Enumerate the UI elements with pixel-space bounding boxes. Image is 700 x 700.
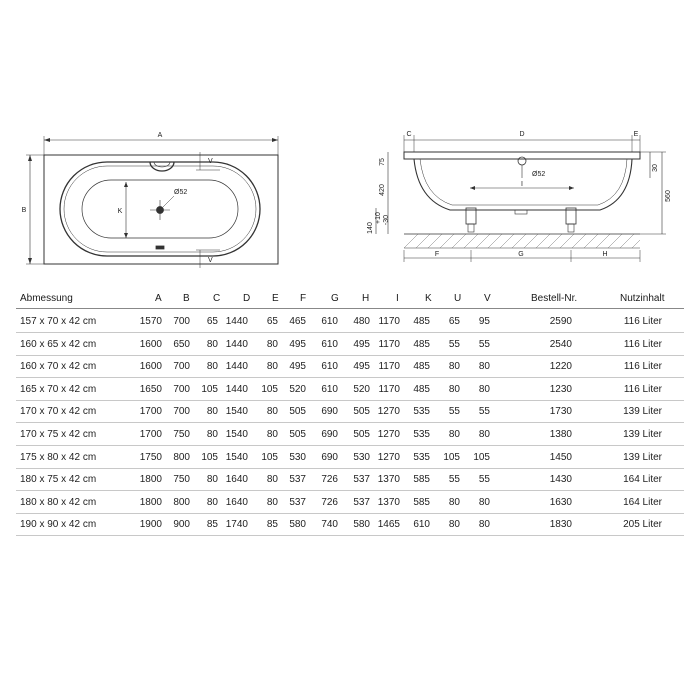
table-cell: 1740 [225,519,248,531]
table-header-b: B [183,293,190,304]
table-cell: 85 [206,519,218,531]
table-cell: 80 [478,429,490,440]
table-cell: 700 [173,316,190,327]
table-cell: 650 [173,338,190,350]
table-cell: 55 [448,338,460,350]
table-cell: 610 [413,519,430,531]
table-cell: 2540 [549,338,572,350]
table-cell: 700 [173,361,190,373]
table-cell: 80 [206,406,218,418]
table-cell: 1700 [139,429,162,440]
row-label: 157 x 70 x 42 cm [20,316,97,327]
table-cell: 1170 [378,316,400,327]
table-cell: 1640 [225,474,248,486]
table-row-divider [16,535,684,536]
table-cell: 495 [353,338,370,350]
table-cell: 116 Liter [623,383,662,395]
table-cell: 205 Liter [623,519,662,531]
table-cell: 1440 [225,361,248,373]
table-cell: 80 [266,474,278,486]
table-cell: 80 [206,361,218,373]
table-row-divider [16,468,684,469]
table-cell: 80 [448,429,460,440]
table-cell: 610 [321,316,338,327]
table-row-divider [16,332,684,333]
table-cell: 65 [448,316,460,327]
table-header-g: G [331,293,339,304]
table-cell: 80 [478,361,490,373]
table-cell: 1640 [225,496,248,508]
row-label: 160 x 65 x 42 cm [20,338,97,350]
dim-label-B: B [21,207,27,214]
table-cell: 537 [353,474,370,486]
table-cell: 800 [173,451,190,463]
table-cell: 750 [173,474,190,486]
table-cell: 1370 [377,496,400,508]
table-cell: 1570 [139,316,162,327]
dim-label-420: 420 [379,184,386,196]
table-header-a: A [155,293,162,304]
table-cell: 520 [353,383,370,395]
table-cell: 1450 [549,451,572,463]
dim-label-K: K [117,208,123,215]
table-cell: 537 [353,496,370,508]
table-cell: 105 [261,383,278,395]
row-label: 175 x 80 x 42 cm [20,451,97,463]
table-cell: 80 [206,338,218,350]
table-header-d: D [243,293,251,304]
table-cell: 105 [201,383,218,395]
row-label: 180 x 80 x 42 cm [20,496,97,508]
table-cell: 80 [266,496,278,508]
table-cell: 1440 [225,383,248,395]
table-cell: 1380 [549,429,572,440]
table-cell: 495 [289,361,306,373]
table-cell: 139 Liter [623,406,662,418]
table-header-abmessung: Abmessung [20,293,73,304]
table-cell: 1270 [377,429,400,440]
table-header-h: H [362,293,370,304]
dim-label-F: F [434,251,440,258]
dim-label-D: D [519,131,525,138]
table-cell: 80 [206,429,218,440]
table-cell: 95 [478,316,490,327]
table-cell: 690 [321,406,338,418]
dim-label-V-top: V [208,158,213,165]
table-cell: 1440 [225,338,248,350]
table-cell: 1170 [378,338,400,350]
table-cell: 55 [448,474,460,486]
table-cell: 65 [266,316,278,327]
table-cell: 700 [173,383,190,395]
table-cell: 80 [448,383,460,395]
table-row-divider [16,513,684,514]
table-cell: 1270 [377,406,400,418]
table-cell: 1800 [139,496,162,508]
row-label: 170 x 70 x 42 cm [20,406,97,418]
table-cell: 80 [266,429,278,440]
table-header-c: C [213,293,221,304]
table-cell: 1540 [225,451,248,463]
table-cell: 1540 [225,406,248,418]
table-cell: 80 [478,519,490,531]
table-cell: 1830 [549,519,572,531]
table-cell: 80 [448,519,460,531]
table-cell: 65 [206,316,218,327]
table-cell: 1600 [139,361,162,373]
table-cell: 164 Liter [623,496,662,508]
table-cell: 1650 [139,383,162,395]
table-cell: 740 [321,519,338,531]
table-cell: 900 [173,519,190,531]
table-cell: 610 [321,338,338,350]
table-cell: 537 [289,474,306,486]
row-label: 170 x 75 x 42 cm [20,429,97,440]
table-cell: 530 [353,451,370,463]
table-header-e: E [272,293,279,304]
table-row-divider [16,400,684,401]
table-cell: 80 [478,383,490,395]
dim-label-30: 30 [652,164,659,172]
table-cell: 1800 [139,474,162,486]
table-cell: 1230 [549,383,572,395]
table-cell: 80 [448,496,460,508]
table-cell: 116 Liter [623,361,662,373]
table-cell: 535 [413,429,430,440]
table-cell: 1430 [549,474,572,486]
row-label: 165 x 70 x 42 cm [20,383,97,395]
dim-label-G: G [518,251,524,258]
drain-label-plan: Ø52 [174,189,188,196]
table-cell: 1440 [225,316,248,327]
row-label: 190 x 90 x 42 cm [20,519,97,531]
table-cell: 116 Liter [623,338,662,350]
table-cell: 139 Liter [623,451,662,463]
table-cell: 80 [266,406,278,418]
table-cell: 535 [413,451,430,463]
table-cell: 495 [353,361,370,373]
dim-label-140: 140 [367,222,374,234]
table-cell: 495 [289,338,306,350]
dim-label-plus10: +10 [375,212,382,224]
table-cell: 750 [173,429,190,440]
table-cell: 1600 [139,338,162,350]
dim-label-A: A [157,132,163,139]
table-cell: 690 [321,429,338,440]
dim-label-minus30: -30 [383,214,390,226]
table-cell: 610 [321,361,338,373]
table-cell: 610 [321,383,338,395]
table-cell: 505 [289,406,306,418]
table-cell: 116 Liter [623,316,662,327]
table-cell: 1900 [139,519,162,531]
dim-label-C: C [406,131,412,138]
table-cell: 485 [413,316,430,327]
table-header-k: K [425,293,432,304]
table-cell: 1700 [139,406,162,418]
table-header-u: U [454,293,462,304]
table-cell: 1730 [549,406,572,418]
table-cell: 1750 [139,451,162,463]
table-header-nutzinhalt: Nutzinhalt [620,293,665,304]
table-cell: 80 [206,496,218,508]
table-cell: 726 [321,496,338,508]
table-cell: 580 [289,519,306,531]
dim-label-560: 560 [665,190,672,202]
table-cell: 465 [289,316,306,327]
table-cell: 164 Liter [623,474,662,486]
table-header-i: I [396,293,399,304]
table-header-v: V [484,293,491,304]
table-cell: 1220 [549,361,572,373]
table-row-divider [16,355,684,356]
table-cell: 690 [321,451,338,463]
table-cell: 1170 [378,383,400,395]
table-cell: 85 [266,519,278,531]
table-row-divider [16,422,684,423]
table-header-rule [16,308,684,309]
table-cell: 80 [478,496,490,508]
table-cell: 485 [413,383,430,395]
table-cell: 2590 [549,316,572,327]
table-row-divider [16,377,684,378]
table-cell: 55 [478,406,490,418]
table-cell: 726 [321,474,338,486]
dim-label-V-bottom: V [208,257,213,264]
dim-label-E: E [633,131,639,138]
drain-label-side: Ø52 [532,171,546,178]
table-cell: 105 [473,451,490,463]
table-cell: 105 [201,451,218,463]
table-cell: 1540 [225,429,248,440]
table-cell: 530 [289,451,306,463]
table-header-f: F [300,293,307,304]
table-cell: 55 [448,406,460,418]
table-cell: 105 [443,451,460,463]
dim-label-I: I [521,181,523,188]
table-cell: 585 [413,474,430,486]
table-cell: 105 [261,451,278,463]
table-cell: 1370 [377,474,400,486]
dim-label-75: 75 [379,158,386,166]
table-cell: 520 [289,383,306,395]
table-cell: 480 [353,316,370,327]
table-cell: 80 [266,361,278,373]
table-cell: 1270 [377,451,400,463]
table-cell: 80 [266,338,278,350]
table-cell: 55 [478,338,490,350]
table-cell: 139 Liter [623,429,662,440]
table-cell: 537 [289,496,306,508]
table-row-divider [16,445,684,446]
row-label: 180 x 75 x 42 cm [20,474,97,486]
table-cell: 800 [173,496,190,508]
table-row-divider [16,490,684,491]
table-header-bestell-nr: Bestell-Nr. [531,293,578,304]
table-cell: 505 [353,406,370,418]
table-cell: 1170 [378,361,400,373]
table-cell: 80 [448,361,460,373]
table-cell: 580 [353,519,370,531]
row-label: 160 x 70 x 42 cm [20,361,97,373]
table-cell: 1630 [549,496,572,508]
table-cell: 700 [173,406,190,418]
table-cell: 55 [478,474,490,486]
table-cell: 535 [413,406,430,418]
table-cell: 80 [206,474,218,486]
table-cell: 485 [413,338,430,350]
table-cell: 505 [353,429,370,440]
table-cell: 585 [413,496,430,508]
dim-label-H: H [602,251,608,258]
table-cell: 485 [413,361,430,373]
table-cell: 1465 [377,519,400,531]
table-cell: 505 [289,429,306,440]
